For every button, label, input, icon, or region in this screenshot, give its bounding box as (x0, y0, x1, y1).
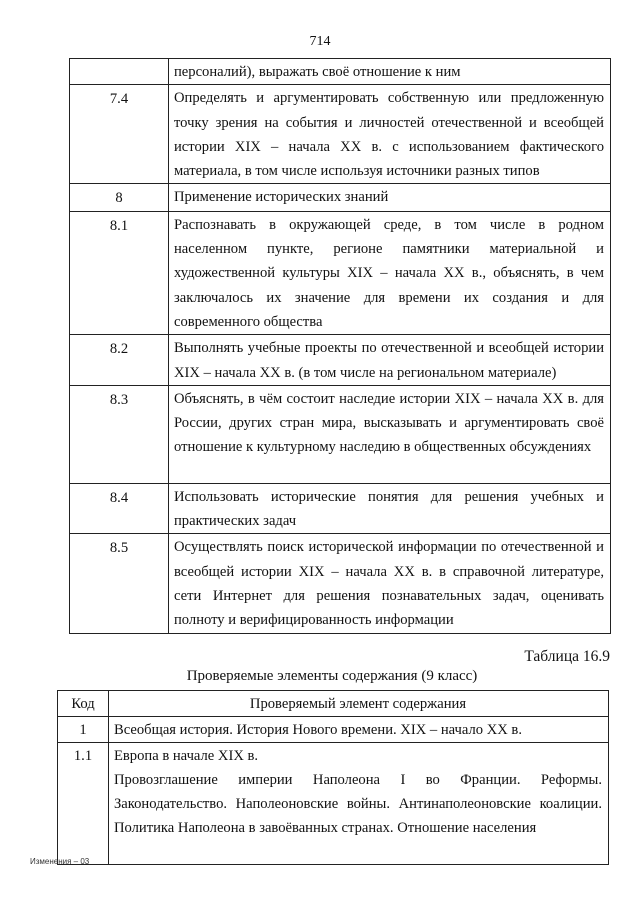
row-code: 7.4 (70, 85, 169, 184)
table-title: Проверяемые элементы содержания (9 класс) (186, 668, 478, 684)
table-row (70, 335, 611, 386)
table-header-row (58, 691, 609, 717)
table-row (70, 211, 611, 334)
row-code: 8.4 (70, 483, 169, 534)
row-text: Определять и аргументировать собственную или предложенную точку зрения на события и личностей отечественной и всеобщей истории XIX – начала XX в. с использованием фактического материала, в том числе используя источники разных типов (169, 85, 611, 184)
row-text: Объяснять, в чём состоит наследие истории XIX – начала XX в. для России, других стран мира, высказывать и аргументировать своё отношение к культурному наследию в общественных обсуждениях (169, 385, 611, 483)
table-row (70, 534, 611, 633)
row-text (109, 743, 609, 865)
row-text: Использовать исторические понятия для решения учебных и практических задач (169, 483, 611, 534)
row-code: 8 (70, 184, 169, 211)
table-row (58, 743, 609, 865)
footer-note: Изменения – 03 (30, 857, 90, 866)
table-row (58, 717, 609, 743)
header-element: Проверяемый элемент содержания (109, 691, 609, 717)
row-text: Осуществлять поиск исторической информации по отечественной и всеобщей истории XIX – начала XX в. в справочной литературе, сети Интернет для решения познавательных задач, оценивать полноту и верифицированность информации (169, 534, 611, 633)
row-text: персоналий), выражать своё отношение к ним (169, 59, 611, 85)
table-row (70, 184, 611, 211)
row-code (70, 59, 169, 85)
table-row (70, 85, 611, 184)
row-code: 1 (58, 717, 109, 743)
row-text: Выполнять учебные проекты по отечественной и всеобщей истории XIX – начала XX в. (в том числе на региональном материале) (169, 335, 611, 386)
content-elements-table (57, 690, 609, 865)
table-caption: Таблица 16.9 (524, 648, 610, 665)
section-heading: Европа в начале XIX в. (114, 748, 259, 764)
header-code: Код (58, 691, 109, 717)
table-row (70, 483, 611, 534)
row-code: 8.5 (70, 534, 169, 633)
row-code: 8.2 (70, 335, 169, 386)
row-code: 1.1 (58, 743, 109, 865)
section-body: Провозглашение империи Наполеона I во Франции. Реформы. Законодательство. Наполеоновские войны. Антинаполеоновские коалиции. Политика Наполеона в завоёванных странах. Отношение населения (114, 772, 602, 836)
outcomes-table (69, 58, 611, 634)
table-row (70, 385, 611, 483)
page-number: 714 (309, 34, 331, 49)
row-text: Всеобщая история. История Нового времени. XIX – начало XX в. (109, 717, 609, 743)
table-row (70, 59, 611, 85)
row-text: Применение исторических знаний (169, 184, 611, 211)
row-code: 8.1 (70, 211, 169, 334)
row-text: Распознавать в окружающей среде, в том числе в родном населенном пункте, регионе памятники материальной и художественной культуры XIX – начала XX в., объяснять, в чем заключалось их значение для времени их создания и для современного общества (169, 211, 611, 334)
row-code: 8.3 (70, 385, 169, 483)
